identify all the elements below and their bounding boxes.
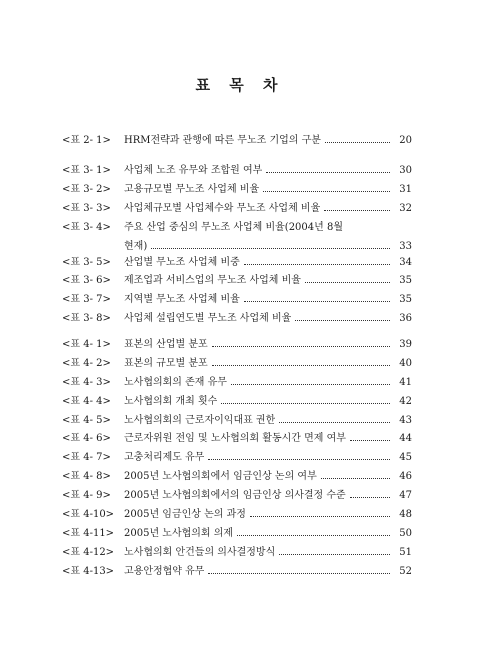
table-title: 지역별 무노조 사업체 비율 (124, 294, 240, 306)
toc-entry[interactable] (62, 565, 412, 584)
toc-entry[interactable] (62, 338, 412, 357)
table-title: 2005년 임금인상 논의 과정 (124, 509, 246, 521)
page-number: 31 (399, 183, 412, 195)
page-number: 44 (399, 433, 412, 445)
page-number: 47 (399, 490, 412, 502)
page-number: 52 (399, 565, 412, 577)
leader-dots (244, 293, 390, 302)
table-number: <표 3- 1> (62, 165, 111, 176)
leader-dots (231, 376, 390, 385)
leader-dots (151, 240, 390, 249)
table-title: 근로자위원 전임 및 노사협의회 활동시간 면제 여부 (124, 433, 346, 445)
leader-dots (208, 451, 390, 460)
toc-entry[interactable] (62, 451, 412, 470)
table-title: 사업체 노조 유무와 조합원 여부 (124, 165, 263, 176)
table-title: 고용규모별 무노조 사업체 비율 (124, 183, 260, 195)
table-title: 산업별 무노조 사업체 비중 (124, 256, 240, 268)
leader-dots (325, 134, 390, 143)
table-number: <표 4- 5> (62, 414, 111, 426)
table-number: <표 3- 4> (62, 221, 111, 233)
leader-dots (266, 164, 390, 173)
toc-group-3 (62, 164, 412, 331)
table-number: <표 4- 6> (62, 433, 111, 445)
table-number: <표 4-13> (62, 565, 115, 577)
toc-entry[interactable] (62, 293, 412, 312)
table-title: 노사협의회의 근로자이익대표 권한 (124, 414, 276, 426)
page-number: 30 (399, 165, 412, 176)
leader-dots (212, 357, 390, 366)
leader-dots (237, 527, 390, 536)
leader-dots (324, 202, 390, 211)
table-number: <표 2- 1> (62, 135, 111, 146)
page-number: 51 (399, 546, 412, 558)
table-number: <표 3- 3> (62, 202, 111, 214)
leader-dots (208, 565, 390, 574)
table-title: 노사협의회의 존재 유무 (124, 376, 227, 388)
table-number: <표 3- 5> (62, 256, 111, 268)
table-title: 2005년 노사협의회에서 임금인상 논의 여부 (124, 471, 317, 483)
table-number: <표 4- 3> (62, 376, 111, 388)
toc-entry[interactable] (62, 527, 412, 546)
page-number: 32 (399, 202, 412, 214)
page-number: 33 (399, 240, 412, 252)
page-number: 36 (399, 313, 412, 325)
page-number: 50 (399, 527, 412, 539)
leader-dots (212, 338, 390, 347)
table-title: 2005년 노사협의회에서의 임금인상 의사결정 수준 (124, 490, 346, 502)
table-title: 2005년 노사협의회 의제 (124, 527, 234, 539)
page-number: 43 (399, 414, 412, 426)
table-title: HRM전략과 관행에 따른 무노조 기업의 구분 (124, 135, 321, 146)
toc-entry[interactable] (62, 312, 412, 331)
table-number: <표 4-11> (62, 527, 115, 539)
table-title: 주요 산업 중심의 무노조 사업체 비율(2004년 8월 (124, 221, 344, 233)
table-title: 사업체 설립연도별 무노조 사업체 비율 (124, 313, 292, 325)
table-title: 사업체규모별 사업체수와 무노조 사업체 비율 (124, 202, 321, 214)
leader-dots (221, 395, 390, 404)
page-number: 35 (399, 294, 412, 306)
toc-entry[interactable] (62, 546, 412, 565)
toc-group-2 (62, 134, 412, 152)
table-number: <표 4- 2> (62, 357, 111, 369)
toc-entry[interactable] (62, 221, 412, 256)
table-number: <표 3- 2> (62, 183, 111, 195)
toc-entry[interactable] (62, 164, 412, 183)
table-number: <표 4- 1> (62, 339, 111, 350)
page-number: 35 (399, 275, 412, 287)
leader-dots (250, 508, 390, 517)
toc-entry[interactable] (62, 508, 412, 527)
toc-group-4 (62, 338, 412, 584)
page-number: 41 (399, 376, 412, 388)
toc-entry[interactable] (62, 357, 412, 376)
table-number: <표 3- 6> (62, 275, 111, 287)
table-title: 표본의 규모별 분포 (124, 357, 208, 369)
toc-entry[interactable] (62, 489, 412, 508)
page-number: 20 (399, 135, 412, 146)
toc-entry[interactable] (62, 432, 412, 451)
leader-dots (279, 546, 390, 555)
page-title: 표 목 차 (195, 76, 285, 94)
table-title: 표본의 산업별 분포 (124, 339, 208, 350)
leader-dots (263, 183, 390, 192)
table-title: 고충처리제도 유무 (124, 452, 205, 464)
toc-entry[interactable] (62, 134, 412, 152)
toc-entry[interactable] (62, 395, 412, 414)
toc-entry[interactable] (62, 183, 412, 202)
toc-entry[interactable] (62, 414, 412, 433)
leader-dots (244, 256, 390, 265)
toc-entry[interactable] (62, 376, 412, 395)
table-title: 제조업과 서비스업의 무노조 사업체 비율 (124, 275, 301, 287)
toc-entry[interactable] (62, 274, 412, 293)
page-number: 39 (399, 339, 412, 350)
toc-entry[interactable] (62, 256, 412, 275)
leader-dots (350, 489, 390, 498)
table-number: <표 3- 7> (62, 294, 111, 306)
table-title-continuation: 현재) (124, 240, 148, 252)
table-number: <표 4- 8> (62, 471, 111, 483)
page-number: 48 (399, 509, 412, 521)
toc-entry[interactable] (62, 470, 412, 489)
page-number: 34 (399, 256, 412, 268)
table-number: <표 4-12> (62, 546, 115, 558)
leader-dots (321, 470, 390, 479)
table-title: 고용안정협약 유무 (124, 565, 205, 577)
page-number: 40 (399, 357, 412, 369)
leader-dots (305, 274, 390, 283)
table-title: 노사협의회 안건들의 의사결정방식 (124, 546, 276, 558)
table-number: <표 4-10> (62, 509, 115, 521)
table-number: <표 3- 8> (62, 313, 111, 325)
leader-dots (350, 432, 390, 441)
leader-dots (279, 414, 390, 423)
page-number: 42 (399, 395, 412, 407)
page-number: 46 (399, 471, 412, 483)
table-number: <표 4- 9> (62, 490, 111, 502)
leader-dots (295, 312, 390, 321)
table-number: <표 4- 7> (62, 452, 111, 464)
toc-entry[interactable] (62, 202, 412, 221)
table-title: 노사협의회 개최 횟수 (124, 395, 218, 407)
page-number: 45 (399, 452, 412, 464)
table-number: <표 4- 4> (62, 395, 111, 407)
